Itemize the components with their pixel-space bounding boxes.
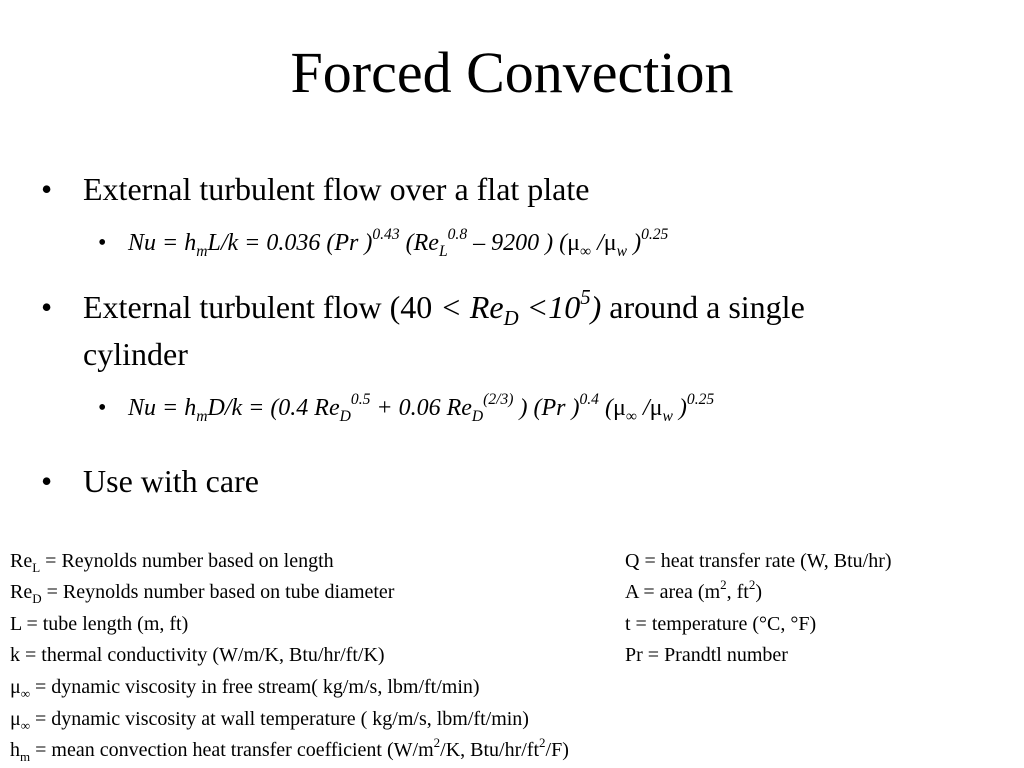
slide-title: Forced Convection <box>290 40 734 105</box>
equation-cylinder: $Nu = h_mD/k = (0.4$ $Re_D^{0.5} + 0.06$ $Re_D^{(2/3)}$ ) (Pr )$^{0.4}$ ($\mu_\infty$ $/\mu_w$ )$^{0.25}$ <box>128 391 715 425</box>
legend-viscosity-wall: $\mu_\infty$ = dynamic viscosity at wall temperature ( kg/m/s, lbm/ft/min) <box>10 708 529 733</box>
legend-heat-rate: Q = heat transfer rate (W, Btu/hr) <box>625 550 892 572</box>
bullet-flat-plate: External turbulent flow over a flat plate <box>83 171 590 207</box>
legend-area: A = area ($m^2$, $ft^2$) <box>625 577 763 603</box>
sub-bullet-dot: • <box>98 395 107 421</box>
legend-heat-transfer-coefficient: $h_m$ = mean convection heat transfer coefficient ($W/m^2/K$, Btu/$hr/ft^2/F$) <box>10 735 569 764</box>
legend-viscosity-free-stream: $\mu_\infty$ = dynamic viscosity in free stream( kg/m/s, lbm/ft/min) <box>10 676 480 701</box>
legend-temperature: t = temperature (°C, °F) <box>625 613 817 635</box>
legend-length: L = tube length (m, ft) <box>10 613 189 635</box>
bullet-use-with-care: Use with care <box>83 463 259 499</box>
bullet-cylinder-line2: cylinder <box>83 336 188 372</box>
equation-flat-plate: $Nu = h_mL/k = 0.036$ (Pr )$^{0.43}$ ($Re_L^{0.8} - 9200$ ) ($\mu_\infty$ $/\mu_w$ )$^{0.25}$ <box>128 226 669 260</box>
legend-re-l: $Re_L$ = Reynolds number based on length <box>10 550 334 575</box>
bullet-cylinder: External turbulent flow $(40 < Re_D <10^5)$ around a single <box>83 286 805 331</box>
legend-prandtl: Pr = Prandtl number <box>625 644 788 666</box>
bullet-dot: • <box>41 463 53 499</box>
legend-conductivity: k = thermal conductivity (W/m/K, Btu/hr/ft/K) <box>10 644 385 666</box>
bullet-dot: • <box>41 289 53 325</box>
legend-re-d: $Re_D$ = Reynolds number based on tube diameter <box>10 581 395 606</box>
bullet-dot: • <box>41 171 53 207</box>
sub-bullet-dot: • <box>98 230 107 256</box>
